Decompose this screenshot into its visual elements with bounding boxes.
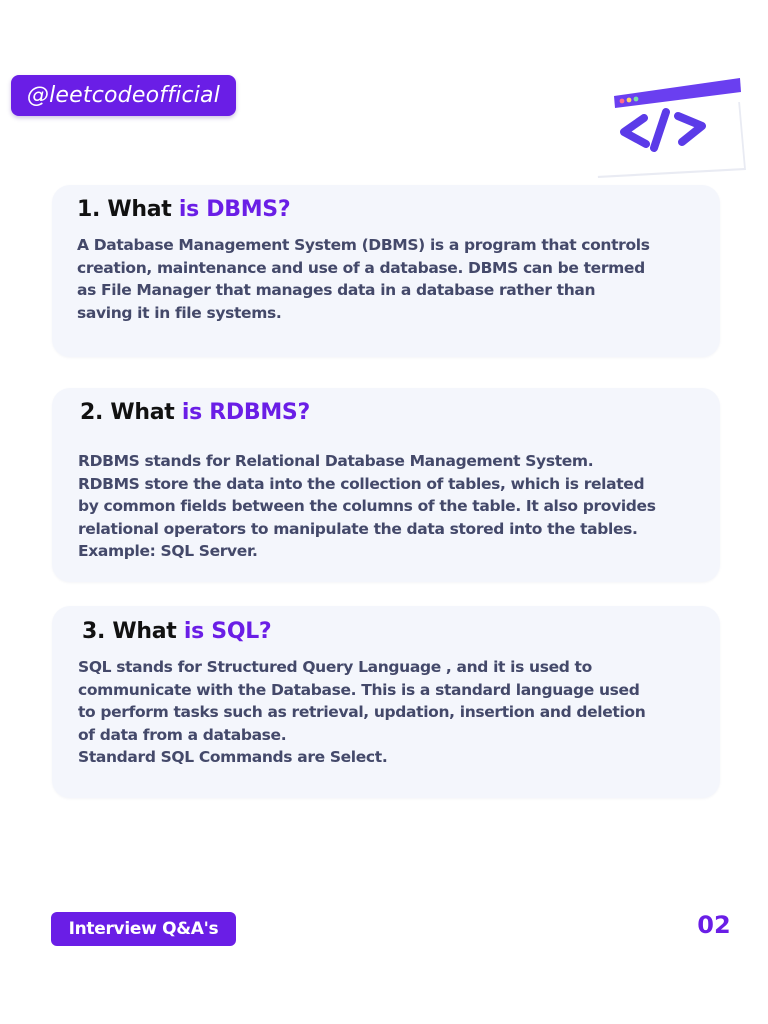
question-title-prefix: 2. What <box>80 400 175 425</box>
question-title-accent: is DBMS? <box>178 197 291 222</box>
answer-line: RDBMS stands for Relational Database Management System. <box>78 452 594 470</box>
question-card-sql <box>52 606 720 798</box>
answer-line: RDBMS store the data into the collection of tables, which is related <box>78 474 645 493</box>
question-answer <box>77 234 650 324</box>
answer-line: SQL stands for Structured Query Language , and it is used to <box>78 658 592 676</box>
question-title-prefix: 3. What <box>82 619 177 644</box>
answer-line: relational operators to manipulate the data stored into the tables. <box>78 519 638 538</box>
question-card-dbms <box>52 185 720 357</box>
handle-badge: @leetcodeofficial <box>11 75 236 116</box>
question-title <box>82 619 271 644</box>
answer-line: to perform tasks such as retrieval, updation, insertion and deletion <box>78 703 646 721</box>
question-title-prefix: 1. What <box>77 197 172 222</box>
question-card-rdbms <box>52 388 720 582</box>
question-title <box>80 400 310 425</box>
question-title-accent: is SQL? <box>183 619 272 644</box>
footer-tag: Interview Q&A's <box>51 912 236 946</box>
answer-line: creation, maintenance and use of a database. DBMS can be termed <box>77 258 645 277</box>
question-answer <box>78 450 656 563</box>
code-window-icon <box>584 72 752 182</box>
page-number: 02 <box>697 911 731 939</box>
answer-line: A Database Management System (DBMS) is a program that controls <box>77 236 650 254</box>
answer-line: by common fields between the columns of the table. It also provides <box>78 497 656 515</box>
answer-line: saving it in file systems. <box>77 303 282 322</box>
answer-line: as File Manager that manages data in a database rather than <box>77 281 596 299</box>
question-answer <box>78 656 645 769</box>
question-title <box>77 197 290 222</box>
answer-line: Example: SQL Server. <box>78 542 258 560</box>
answer-line: communicate with the Database. This is a standard language used <box>78 680 640 699</box>
answer-line: Standard SQL Commands are Select. <box>78 748 388 766</box>
answer-line: of data from a database. <box>78 725 287 744</box>
question-title-accent: is RDBMS? <box>181 400 310 425</box>
